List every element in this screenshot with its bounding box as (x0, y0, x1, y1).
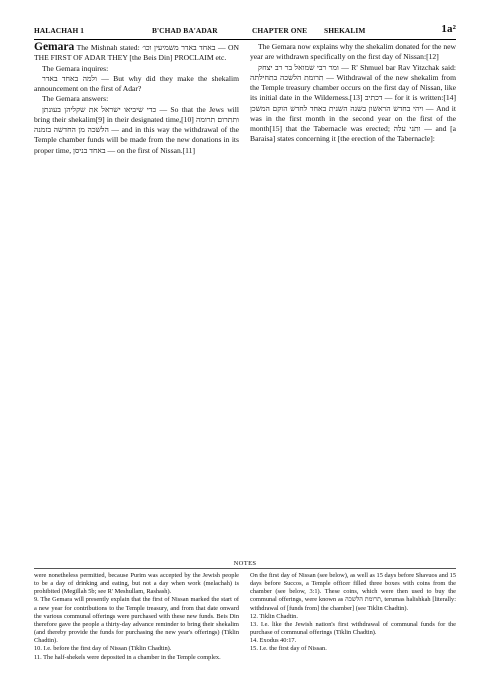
gemara-heading: Gemara (34, 41, 75, 53)
chapter-title: B'CHAD BA'ADAR (152, 26, 218, 35)
note: 15. I.e. the first day of Nissan. (250, 645, 327, 653)
running-header (34, 23, 456, 38)
note: 12. Tiklin Chadtin. (250, 612, 298, 620)
text-paragraph: The Gemara now explains why the shekalim donated for the new year are withdrawn specifically on the first day of Nissan:[12] (250, 42, 456, 62)
halachah-label: HALACHAH 1 (34, 26, 85, 35)
notes-title: NOTES (231, 560, 260, 567)
note: 14. Exodus 40:17. (250, 637, 297, 645)
gemara-paragraph: Gemara The Mishnah stated: באחד באדר משמיעין וכו׳ — ON THE FIRST OF ADAR THEY [the Beis Din] PROCLAIM etc. (34, 41, 239, 63)
notes-right-column (250, 572, 456, 654)
note: 13. I.e. like the Jewish nation's first withdrawal of communal funds for the purchase of communal offerings (Tiklin Chadtin). (250, 620, 456, 637)
left-text-column (34, 42, 239, 156)
chapter-label: CHAPTER ONE (252, 26, 308, 35)
text-paragraph: The Gemara inquires: (42, 63, 109, 73)
page-number: 1a² (441, 23, 456, 35)
note: 10. I.e. before the first day of Nissan (Tiklin Chadtin). (34, 645, 172, 653)
text-paragraph: ולמה באחד באדר — But why did they make the shekalim announcement on the first of Adar? (34, 73, 239, 93)
note: 9. The Gemara will presently explain that the first of Nissan marked the start of a new year for contributions to the Temple treasury, and from that date onward the various communal offerings were purchased with these new funds. Beis Din therefore gave the people a thirty-day advance reminder to bring their shekalim (and thereby provide the funds for purchasing the new year's offerings) (Tiklin Chadtin). (34, 596, 239, 645)
note: 11. The half-shekels were deposited in a chamber in the Temple complex. (34, 653, 221, 661)
notes-rule (34, 568, 456, 569)
text-paragraph: ומר רבי שמואל בר רב יצחק — R' Shmuel bar Rav Yitzchak said: תרומת הלשכה בתחילתה — Withdrawal of the new shekalim from the Temple treasury chamber occurs on the first day of Nissan, like its initial date in the Wilderness.[13] דכתיב — for it is written:[14] ויהי בחדש הראשון בשנה השנית באחד לחדש הוקם המשכן — And it was in the first month in the second year on the first of the month[15] that the Tabernacle was erected; ותני עלה — and [a Baraisa] states concerning it [the erection of the Tabernacle]: (250, 62, 457, 144)
text-paragraph: The Gemara answers: (42, 94, 109, 104)
right-text-column (250, 42, 456, 145)
text-paragraph: כדי שיביאו ישראל את שקליהן בעונתן — So that the Jews will bring their shekalim[9] in their designated time,[10] ותתרום תרומה הלשכה מן החדשה בזמנה — and in this way the withdrawal of the Temple chamber funds will be made from the new donations in its proper time, באחד בניסן — on the first of Nissan.[11] (34, 104, 240, 155)
note: On the first day of Nissan (see below), as well as 15 days before Shavuos and 15 days before Succos, a Temple officer filled three boxes with coins from the chamber (see below, 3:1). These coins, which were then used to buy the communal offerings, were known as תרומת הלשכה, terumas halishkah [literally: withdrawal of [funds from] the chamber] (see Tiklin Chadtin). (250, 572, 456, 612)
header-rule (34, 39, 456, 40)
notes-left-column (34, 572, 239, 662)
tractate-name: SHEKALIM (324, 26, 366, 35)
note: were nonetheless permitted, because Purim was accepted by the Jewish people to be a day of drinking and eating, but not a day when work (melachah) is prohibited (Megillah 5b; see R' Meshullam, Rashash). (34, 572, 239, 596)
